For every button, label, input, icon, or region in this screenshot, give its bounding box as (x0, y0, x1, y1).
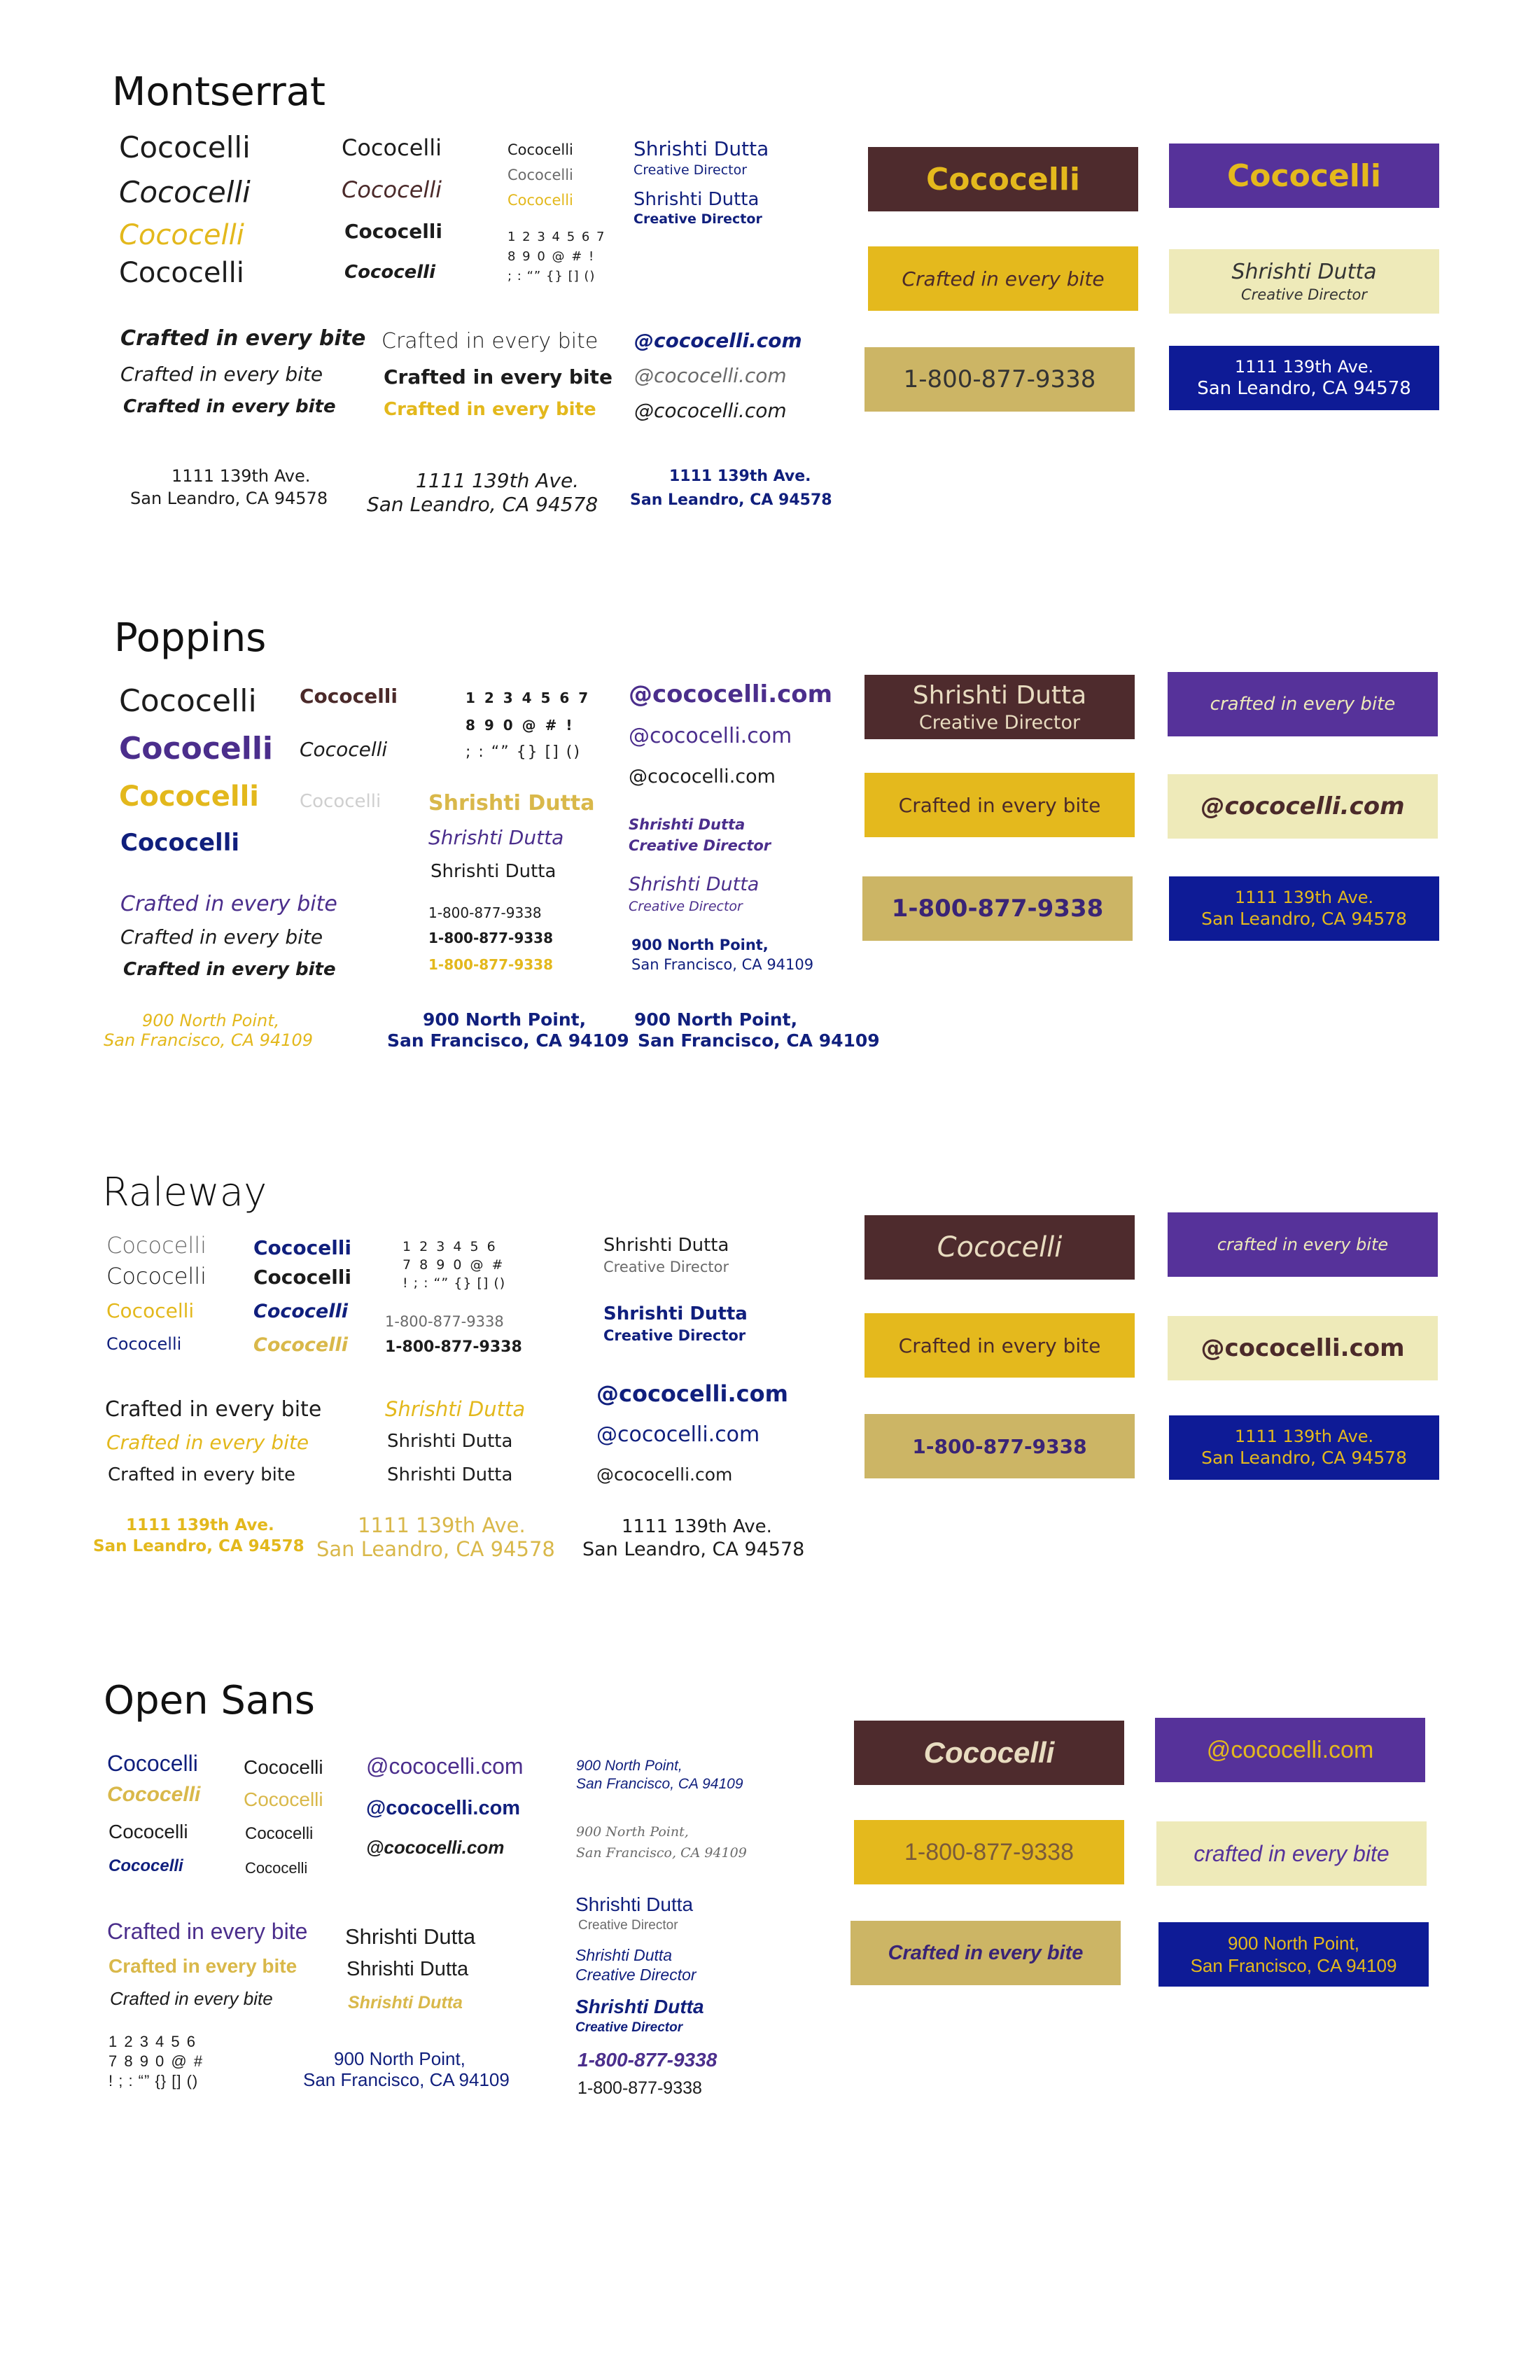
swatch-tagline-gold (868, 246, 1138, 311)
swatch-text: Shrishti Dutta (912, 680, 1087, 710)
email-sample: @cococelli.com (634, 329, 802, 352)
brand-sample: Cococelli (244, 1788, 323, 1810)
name-sample: Shrishti Dutta (428, 791, 595, 816)
swatch-phone-tan (862, 876, 1133, 941)
tagline-sample: Crafted in every bite (105, 1397, 322, 1422)
tagline-sample: Crafted in every bite (382, 329, 598, 354)
brand-sample: Cococelli (119, 731, 273, 766)
role-sample: Creative Director (575, 1966, 696, 1984)
name-sample: Shrishti Dutta (387, 1464, 513, 1485)
swatch-text: Cococelli (926, 161, 1080, 197)
tagline-sample: Crafted in every bite (110, 1988, 273, 2009)
role-sample: Creative Director (629, 837, 771, 854)
address-line1: 1111 139th Ave. (416, 469, 580, 492)
swatch-text: @cococelli.com (1200, 1334, 1405, 1362)
swatch-tagline-gold (864, 1313, 1135, 1378)
tagline-sample: Crafted in every bite (120, 925, 323, 948)
tagline-sample: Crafted in every bite (106, 1431, 309, 1454)
swatch-text: crafted in every bite (1194, 1841, 1390, 1866)
glyph-sample: ; : “” {} [] () (465, 743, 581, 761)
phone-sample: 1-800-877-9338 (385, 1338, 522, 1356)
address-line2: San Leandro, CA 94578 (130, 489, 328, 508)
swatch-tagline-tan (850, 1921, 1121, 1985)
swatch-text: 1111 139th Ave. (1234, 888, 1374, 908)
swatch-text: 1-800-877-9338 (904, 1838, 1074, 1865)
address-line2: San Francisco, CA 94109 (576, 1845, 747, 1861)
brand-sample: Cococelli (106, 1263, 207, 1289)
name-sample: Shrishti Dutta (575, 1996, 704, 2017)
address-line1: 900 North Point, (142, 1011, 280, 1030)
role-sample: Creative Director (629, 899, 743, 914)
tagline-sample: Crafted in every bite (123, 959, 336, 980)
swatch-tagline-purple (1168, 672, 1438, 736)
glyph-sample: ; : “” {} [] () (507, 269, 596, 284)
phone-sample: 1-800-877-9338 (428, 904, 542, 921)
address-line2: San Leandro, CA 94578 (630, 491, 832, 509)
role-sample: Creative Director (634, 211, 762, 227)
brand-sample: Cococelli (107, 1751, 198, 1776)
swatch-text: crafted in every bite (1217, 1235, 1389, 1254)
brand-sample: Cococelli (342, 134, 442, 161)
role-sample: Creative Director (634, 162, 748, 178)
swatch-text: Crafted in every bite (888, 1941, 1084, 1964)
glyph-sample: 1 2 3 4 5 6 (108, 2033, 197, 2050)
name-sample: Shrishti Dutta (348, 1993, 463, 2012)
swatch-brand-purple (1169, 144, 1439, 208)
address-line1: 900 North Point, (334, 2048, 465, 2069)
brand-sample: Cococelli (507, 141, 573, 158)
brand-sample: Cococelli (119, 683, 257, 719)
swatch-text: 1-800-877-9338 (903, 365, 1096, 393)
tagline-sample: Crafted in every bite (108, 1955, 298, 1977)
glyph-sample: 1 2 3 4 5 6 7 (507, 230, 606, 244)
swatch-text: San Leandro, CA 94578 (1197, 377, 1411, 399)
swatch-text: 1-800-877-9338 (891, 894, 1104, 923)
phone-sample: 1-800-877-9338 (385, 1313, 504, 1330)
swatch-text: Cococelli (1227, 158, 1381, 194)
email-sample: @cococelli.com (366, 1837, 505, 1858)
swatch-text: 1-800-877-9338 (912, 1434, 1087, 1458)
name-sample: Shrishti Dutta (387, 1431, 513, 1452)
swatch-text: @cococelli.com (1200, 792, 1405, 820)
swatch-text: San Leandro, CA 94578 (1201, 909, 1407, 930)
brand-sample: Cococelli (342, 176, 442, 203)
swatch-text: San Leandro, CA 94578 (1201, 1448, 1407, 1469)
brand-sample: Cococelli (119, 219, 244, 251)
swatch-tagline-purple (1168, 1212, 1438, 1277)
address-line2: San Francisco, CA 94109 (104, 1030, 314, 1050)
brand-sample: Cococelli (253, 1334, 348, 1356)
glyph-sample: 1 2 3 4 5 6 (402, 1239, 498, 1254)
name-sample: Shrishti Dutta (575, 1893, 694, 1915)
address-line2: San Francisco, CA 94109 (387, 1030, 629, 1051)
swatch-text: Crafted in every bite (898, 1334, 1101, 1357)
brand-sample: Cococelli (300, 738, 388, 761)
brand-sample: Cococelli (300, 685, 398, 708)
swatch-name-brown (864, 675, 1135, 739)
address-line2: San Leandro, CA 94578 (93, 1537, 304, 1555)
brand-sample: Cococelli (106, 1299, 195, 1322)
name-sample: Shrishti Dutta (428, 826, 564, 849)
address-line2: San Leandro, CA 94578 (316, 1537, 555, 1561)
phone-sample: 1-800-877-9338 (578, 2078, 702, 2098)
brand-sample: Cococelli (507, 167, 573, 183)
swatch-text: Cococelli (923, 1735, 1055, 1769)
address-line1: 1111 139th Ave. (126, 1516, 274, 1534)
tagline-sample: Crafted in every bite (108, 1464, 296, 1485)
name-sample: Shrishti Dutta (629, 816, 746, 833)
brand-sample: Cococelli (507, 192, 573, 209)
brand-sample: Cococelli (119, 257, 244, 289)
swatch-brand-brown (868, 147, 1138, 211)
glyph-sample: ! ; : “” {} [] () (108, 2072, 199, 2090)
brand-sample: Cococelli (245, 1824, 314, 1843)
address-line1: 900 North Point, (631, 937, 769, 953)
swatch-email-purple (1155, 1718, 1425, 1782)
name-sample: Shrishti Dutta (430, 861, 556, 882)
brand-sample: Cococelli (106, 1334, 182, 1354)
name-sample: Shrishti Dutta (575, 1946, 673, 1964)
role-sample: Creative Director (603, 1259, 729, 1275)
glyph-sample: 1 2 3 4 5 6 7 (465, 690, 591, 706)
phone-sample: 1-800-877-9338 (428, 956, 553, 973)
role-sample: Creative Director (603, 1327, 746, 1344)
swatch-name-cream (1169, 249, 1439, 314)
phone-sample: 1-800-877-9338 (428, 930, 553, 946)
brand-sample: Cococelli (108, 1856, 183, 1875)
glyph-sample: 7 8 9 0 @ # (108, 2052, 204, 2070)
tagline-sample: Crafted in every bite (120, 892, 337, 916)
glyph-sample: ! ; : “” {} [] () (402, 1275, 506, 1291)
brand-sample: Cococelli (119, 780, 259, 813)
email-sample: @cococelli.com (629, 680, 833, 708)
address-line1: 1111 139th Ave. (622, 1516, 772, 1537)
swatch-phone-gold (854, 1820, 1124, 1884)
tagline-sample: Crafted in every bite (384, 399, 596, 420)
swatch-text: Crafted in every bite (898, 793, 1101, 817)
brand-sample: Cococelli (253, 1236, 351, 1259)
tagline-sample: Crafted in every bite (120, 363, 323, 386)
swatch-text: @cococelli.com (1206, 1736, 1374, 1763)
name-sample: Shrishti Dutta (603, 1303, 748, 1324)
glyph-sample: 8 9 0 @ # ! (465, 717, 575, 734)
name-sample: Shrishti Dutta (346, 1958, 469, 1980)
address-line2: San Leandro, CA 94578 (367, 493, 598, 516)
address-line1: 900 North Point, (576, 1824, 689, 1840)
swatch-email-cream (1168, 774, 1438, 839)
email-sample: @cococelli.com (634, 399, 787, 422)
swatch-address-navy (1158, 1922, 1429, 1987)
section-title-open-sans: Open Sans (104, 1678, 315, 1723)
address-line1: 1111 139th Ave. (358, 1513, 526, 1537)
name-sample: Shrishti Dutta (634, 189, 760, 210)
name-sample: Shrishti Dutta (629, 874, 760, 895)
swatch-tagline-gold (864, 773, 1135, 837)
brand-sample: Cococelli (253, 1301, 348, 1322)
swatch-text: Creative Director (1241, 286, 1367, 303)
role-sample: Creative Director (578, 1918, 678, 1933)
swatch-brand-brown (854, 1721, 1124, 1785)
name-sample: Shrishti Dutta (345, 1924, 476, 1949)
email-sample: @cococelli.com (596, 1380, 788, 1407)
swatch-email-cream (1168, 1316, 1438, 1380)
email-sample: @cococelli.com (366, 1797, 521, 1819)
swatch-text: crafted in every bite (1210, 693, 1396, 715)
brand-sample: Cococelli (120, 829, 239, 857)
section-title-poppins: Poppins (114, 615, 267, 661)
brand-sample: Cococelli (107, 1783, 201, 1806)
brand-sample: Cococelli (244, 1756, 323, 1778)
tagline-sample: Crafted in every bite (107, 1919, 308, 1944)
swatch-address-navy (1169, 346, 1439, 410)
email-sample: @cococelli.com (366, 1754, 524, 1779)
phone-sample: 1-800-877-9338 (578, 2049, 718, 2071)
glyph-sample: 7 8 9 0 @ # (402, 1257, 505, 1273)
name-sample: Shrishti Dutta (634, 137, 769, 160)
address-line1: 1111 139th Ave. (172, 466, 311, 486)
brand-sample: Cococelli (300, 791, 382, 812)
brand-sample: Cococelli (119, 130, 251, 164)
address-line1: 900 North Point, (576, 1758, 682, 1774)
swatch-text: San Francisco, CA 94109 (1190, 1955, 1397, 1976)
glyph-sample: 8 9 0 @ # ! (507, 249, 596, 264)
swatch-text: Shrishti Dutta (1231, 260, 1377, 285)
swatch-address-navy (1169, 1415, 1439, 1480)
email-sample: @cococelli.com (596, 1464, 733, 1485)
swatch-tagline-cream (1156, 1821, 1427, 1886)
brand-sample: Cococelli (106, 1232, 207, 1259)
address-line2: San Francisco, CA 94109 (631, 956, 814, 973)
tagline-sample: Crafted in every bite (384, 365, 612, 388)
brand-sample: Cococelli (108, 1821, 188, 1842)
address-line1: 1111 139th Ave. (669, 468, 811, 485)
swatch-text: Creative Director (918, 711, 1081, 734)
brand-sample: Cococelli (253, 1266, 351, 1289)
tagline-sample: Crafted in every bite (120, 326, 366, 351)
section-title-montserrat: Montserrat (112, 69, 326, 115)
email-sample: @cococelli.com (629, 724, 792, 748)
swatch-text: Cococelli (937, 1231, 1063, 1264)
email-sample: @cococelli.com (634, 364, 787, 387)
address-line1: 900 North Point, (634, 1009, 798, 1030)
name-sample: Shrishti Dutta (385, 1397, 526, 1421)
brand-sample: Cococelli (245, 1859, 308, 1877)
swatch-text: 1111 139th Ave. (1234, 356, 1374, 377)
swatch-phone-tan (864, 347, 1135, 412)
section-title-raleway: Raleway (102, 1170, 267, 1215)
swatch-text: Crafted in every bite (902, 267, 1105, 290)
swatch-address-navy (1169, 876, 1439, 941)
swatch-phone-tan (864, 1414, 1135, 1478)
swatch-brand-brown (864, 1215, 1135, 1280)
email-sample: @cococelli.com (596, 1422, 760, 1447)
address-line2: San Leandro, CA 94578 (582, 1539, 805, 1560)
address-line2: San Francisco, CA 94109 (576, 1776, 743, 1792)
swatch-text: 1111 139th Ave. (1234, 1427, 1374, 1447)
role-sample: Creative Director (575, 2020, 683, 2035)
brand-sample: Cococelli (344, 262, 435, 283)
brand-sample: Cococelli (119, 175, 251, 209)
swatch-text: 900 North Point, (1228, 1932, 1359, 1954)
email-sample: @cococelli.com (629, 766, 776, 788)
address-line2: San Francisco, CA 94109 (303, 2069, 510, 2090)
tagline-sample: Crafted in every bite (123, 396, 336, 417)
address-line2: San Francisco, CA 94109 (638, 1030, 880, 1051)
address-line1: 900 North Point, (423, 1009, 587, 1030)
brand-sample: Cococelli (344, 220, 442, 243)
name-sample: Shrishti Dutta (603, 1235, 729, 1256)
